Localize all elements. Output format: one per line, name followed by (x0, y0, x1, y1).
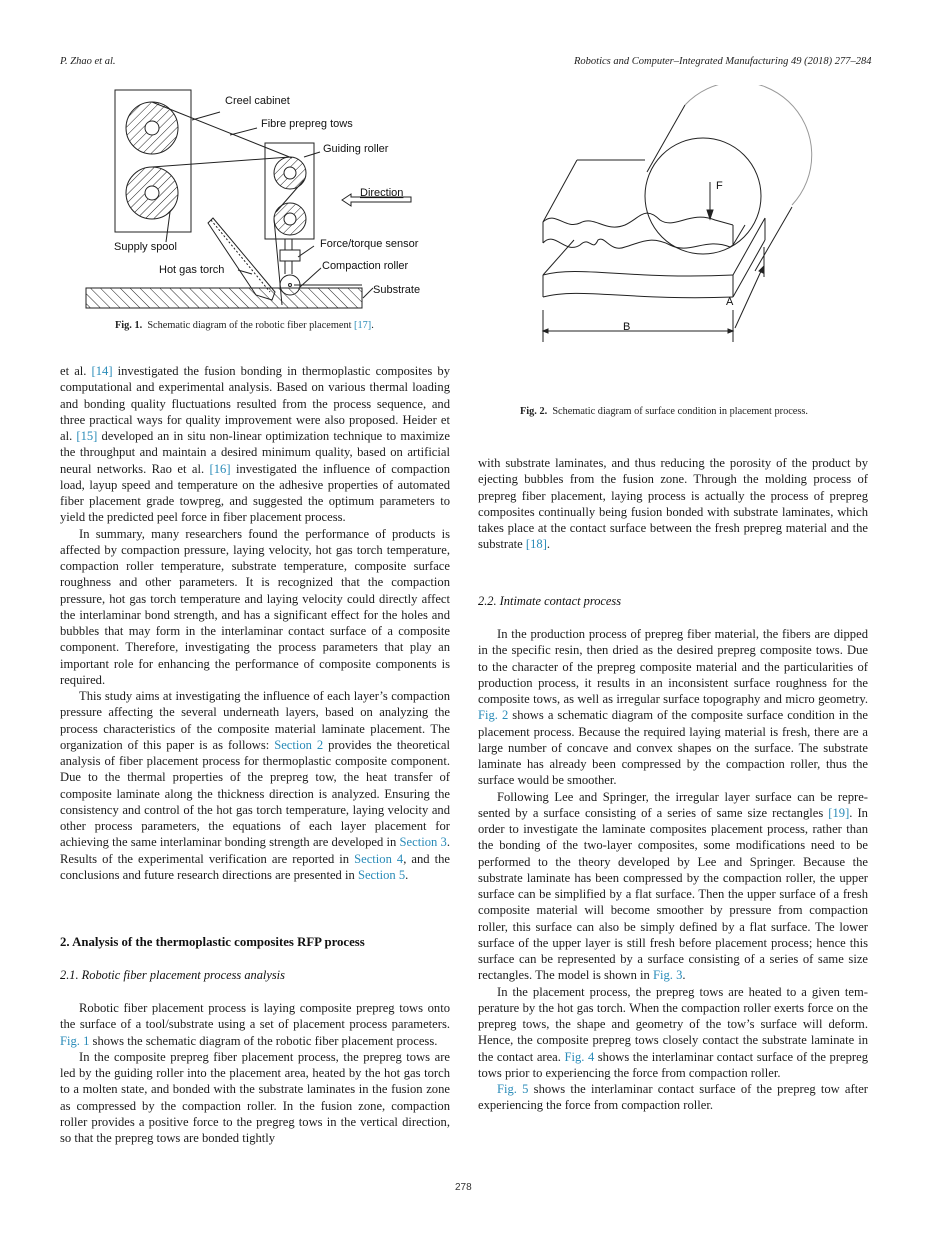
label-substrate: Substrate (373, 284, 421, 296)
figure-link-4[interactable]: Fig. 4 (564, 1049, 595, 1064)
section-2-heading: 2. Analysis of the thermoplastic composites RFP process (60, 935, 365, 949)
right-column-bottom (478, 626, 868, 1114)
paragraph-fusion-zone: with substrate laminates, and thus reducing the porosity of the product by ejecting bubbles from the fusion zone. Through the molding process of prepreg fiber placement, laying process is actually the process of prepreg composites continually being fusion bonded with substrate laminates, which takes place at the contact surface between the fresh prepreg material and the substrate [18]. (478, 456, 868, 552)
paragraph-summary: In summary, many researchers found the performance of products is affected by compaction pressure, laying velocity, hot gas torch temperature, compaction roller temperature, substrate temperature, composite surface roughness and other parameters. It is recognized that the compaction pressure, hot gas torch temperature and laying velocity could directly affect the interlaminar bond strength, and has a significant effect for the holes and bubbles that may form in the interlaminar contact surface of a composite component. Therefore, investigating the process parameters that play an important role for enhancing the performance of composite components is required. (60, 526, 450, 687)
figure-link-5[interactable]: Fig. 5 (497, 1082, 529, 1096)
figure-1-caption-label: Fig. 1. (115, 320, 143, 331)
left-column-bottom (60, 1000, 450, 1146)
figure-1-caption: Fig. 1. Schematic diagram of the robotic fiber placement [17]. (115, 320, 374, 331)
citation-link-17[interactable]: [17] (354, 320, 372, 331)
citation-link-14[interactable]: [14] (91, 364, 113, 378)
right-column-top (478, 455, 868, 553)
paragraph-production-process: In the production process of prepreg fiber material, the fibers are dipped in the specific resin, then dried as the desired prepreg composite tows. Due to the character of the prepreg composite material and the particularities of production process, it results in an inconsistent surface roughness for the composite tows, as well as irregular surface topography and micro geometry. Fig. 2 shows a schematic diagram of the composite surface condition in the placement process. Because the required laying material is fresh, there are a large number of concave and convex shapes on the surface. The substrate laminate has already been compressed by the compaction roller, thus the surface would be smoother. (478, 627, 868, 788)
label-compaction-roller: Compaction roller (322, 260, 409, 272)
figure-1-diagram (80, 80, 460, 316)
figure-link-2[interactable]: Fig. 2 (478, 708, 509, 723)
label-guiding-roller: Guiding roller (323, 143, 389, 155)
paragraph-organization: This study aims at investigating the influence of each layer’s compaction pressure affecting the several underneath layers, based on analyzing the process characteristics of the composite material laminate placement. The organization of this paper is as follows: Section 2 provides the theoretical analysis of fiber placement process for thermoplastic composite component. Due to the thermal properties of the prepreg tow, the heat transfer of composite laminate along the thickness direction is analyzed. Ensuring the consistency and control of the hot gas torch temperature, laying velocity and other process parameters, the equations of each layer placement for achieving the same interlaminar bonding strength are developed in Section 3. Results of the experimental verification are reported in Section 4, and the conclusions and future research directions are presented in Section 5. (60, 689, 450, 882)
figure-2-caption (520, 406, 808, 417)
robotic-fiber-placement-schematic (80, 80, 460, 316)
section-link-4[interactable]: Section 4 (354, 851, 404, 866)
label-dimension-b: B (623, 321, 631, 333)
section-2-2-heading: 2.2. Intimate contact process (478, 594, 622, 608)
paragraph-placement-heating: In the placement process, the prepreg tows are heated to a given temperature by the hot gas torch. When the compaction roller exerts force on the prepreg tows, the shape and geometry of the tow’s surface will deform. Hence, the composite prepreg tows closely contact the substrate laminate in the contact area. Fig. 4 shows the interlaminar contact surface of the prepreg tows prior to experiencing the force from compaction roller. (478, 984, 868, 1080)
label-supply-spool: Supply spool (114, 241, 177, 253)
section-link-3[interactable]: Section 3 (399, 835, 447, 850)
citation-link-18[interactable]: [18] (525, 537, 547, 552)
figure-link-3[interactable]: Fig. 3 (653, 968, 683, 983)
surface-condition-schematic (530, 85, 840, 395)
label-dimension-a: A (726, 296, 734, 308)
running-header-journal: Robotics and Computer–Integrated Manufacturing 49 (2018) 277–284 (574, 56, 872, 67)
paragraph-fig5: Fig. 5 shows the interlaminar contact surface of the prepreg tow after experiencing the force from compaction roller. (478, 1082, 868, 1113)
paragraph-lee-springer: Following Lee and Springer, the irregular layer surface can be represented by a surface consisting of a series of same size rectangles [19]. In order to investigate the laminate composites placement process, rather than the bonding of the two-layer composites, some modifications need to be performed to the theory developed by Lee and Springer. Because the substrate laminate has been compressed by the compaction roller, the upper surface can be simplified by a flat surface. Then the upper surface of a fresh composite material will become smoother by pressure from compaction roller, this surface can also be simply defined by a flat surface. The lower surface of the upper layer is still fresh before placement process; hence this surface can be represented by a surface consisting of a series of same size rectangles. The model is shown in Fig. 3. (478, 789, 868, 983)
section-link-5[interactable]: Section 5 (357, 867, 406, 882)
paragraph-rfp-process: In the composite prepreg fiber placement process, the prepreg tows are led by the guiding roller into the placement area, heated by the hot gas torch to a molten state, and bonded with the substrate laminates in the fusion zone as compressed by the compaction roller. In the fusion zone, compaction roller provides a positive force to the pregreg tows in the vertical direction, so that the prepreg tows are bonded tightly (60, 1049, 450, 1145)
left-column-top (60, 363, 450, 883)
figure-link-1[interactable]: Fig. 1 (60, 1033, 90, 1048)
paragraph-related-work: et al. [14] investigated the fusion bonding in thermoplastic composites by computational and experimental analysis. Based on various thermal loading and bonding quality fluctuations resulted from the process sequence, and three practical ways for quality improvement were also proposed. Heider et al. [15] developed an in situ non-linear optimization technique to maximize the throughput and maintain a desired minimum quality, based on artificial neural networks. Rao et al. [16] investigated the influence of compaction load, layup speed and temperature on the adhesive properties of automated fiber placement grade towpreg, and suggested the optimum parameters to yield the predicted peel force in fiber placement process. (60, 364, 451, 525)
label-direction: Direction (360, 187, 404, 199)
figure-2-diagram (530, 85, 840, 395)
figure-1-caption-text: Schematic diagram of the robotic fiber placement (147, 320, 355, 331)
label-hot-gas-torch: Hot gas torch (159, 264, 225, 276)
label-force-torque-sensor: Force/torque sensor (320, 238, 419, 250)
running-header-authors: P. Zhao et al. (60, 56, 116, 67)
label-force-f: F (716, 180, 723, 192)
figure-2-caption-label: Fig. 2. (520, 406, 548, 417)
section-2-1-heading: 2.1. Robotic fiber placement process analysis (60, 968, 285, 982)
label-creel-cabinet: Creel cabinet (225, 95, 290, 107)
citation-link-16[interactable]: [16] (209, 461, 231, 476)
section-link-2[interactable]: Section 2 (274, 737, 324, 752)
citation-link-15[interactable]: [15] (76, 429, 98, 443)
figure-2-caption-text: Schematic diagram of surface condition in placement process. (552, 406, 808, 417)
label-fibre-prepreg-tows: Fibre prepreg tows (261, 118, 353, 130)
page-number: 278 (455, 1182, 472, 1193)
paragraph-rfp-intro: Robotic fiber placement process is laying composite prepreg tows onto the surface of a tool/substrate using a set of placement process parameters. Fig. 1 shows the schematic diagram of the robotic fiber placement process. (60, 1001, 450, 1048)
citation-link-19[interactable]: [19] (828, 805, 850, 820)
